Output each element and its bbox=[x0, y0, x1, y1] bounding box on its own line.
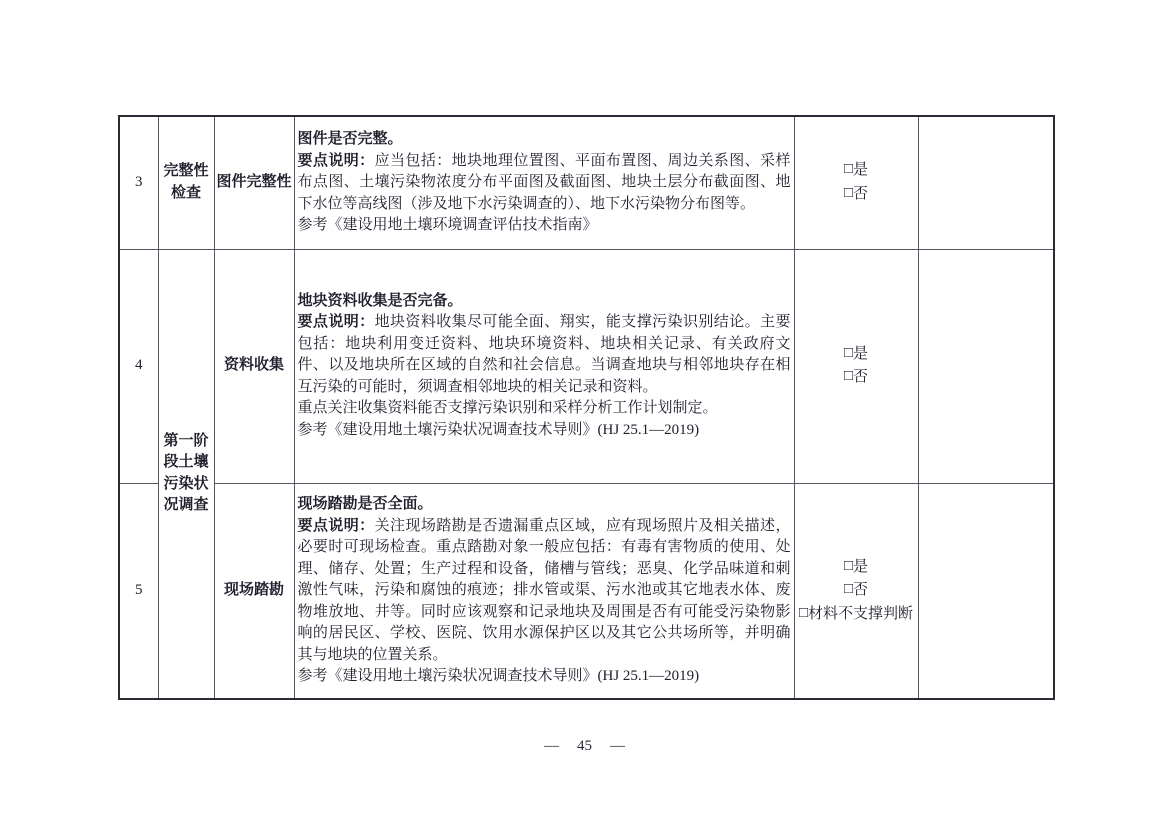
remarks-cell bbox=[918, 483, 1054, 699]
row-number-cell: 4 bbox=[119, 249, 158, 483]
row-number-cell: 3 bbox=[119, 116, 158, 249]
review-table bbox=[118, 115, 1055, 700]
option-label: 是 bbox=[853, 345, 869, 362]
checkbox-icon: □ bbox=[843, 368, 854, 384]
note-text: 重点关注收集资料能否支撑污染识别和采样分析工作计划制定。 bbox=[297, 400, 718, 417]
question-text: 图件是否完整。 bbox=[297, 131, 403, 147]
option-yes bbox=[795, 556, 918, 580]
option-label: 材料不支撑判断 bbox=[808, 605, 914, 622]
key-points-text: 地块资料收集尽可能全面、翔实，能支撑污染识别结论。主要包括：地块利用变迁资料、地块环境资料、地块相关记录、有关政府文件、以及地块所在区域的自然和社会信息。当调查地块与相邻地块存在相互污染的可能时，须调查相邻地块的相关记录和资料。 bbox=[297, 314, 791, 395]
checkbox-icon: □ bbox=[843, 581, 854, 597]
description-cell bbox=[294, 116, 794, 249]
page-footer bbox=[0, 738, 1169, 755]
key-points-label: 要点说明： bbox=[297, 314, 375, 331]
options-cell bbox=[794, 116, 918, 249]
reference-text: 参考《建设用地土壤环境调查评估技术指南》 bbox=[297, 217, 598, 233]
option-no bbox=[795, 366, 918, 390]
option-no bbox=[795, 183, 918, 207]
checkbox-icon: □ bbox=[843, 557, 854, 574]
key-points-label: 要点说明： bbox=[297, 517, 375, 534]
page-number: 45 bbox=[577, 738, 592, 754]
remarks-cell bbox=[918, 116, 1054, 249]
option-label: 否 bbox=[853, 185, 869, 202]
key-points-paragraph bbox=[298, 312, 791, 398]
table-row bbox=[119, 116, 1054, 249]
question-text: 现场踏勘是否全面。 bbox=[297, 496, 433, 512]
remarks-cell bbox=[918, 249, 1054, 483]
option-label: 否 bbox=[853, 369, 869, 385]
row-number-cell: 5 bbox=[119, 483, 158, 699]
option-label: 是 bbox=[853, 558, 869, 575]
key-points-text: 应当包括：地块地理位置图、平面布置图、周边关系图、采样布点图、土壤污染物浓度分布平面图及截面图、地块土层分布截面图、地下水位等高线图（涉及地下水污染调查的）、地下水污染物分布图等。 bbox=[297, 152, 791, 212]
key-points-label: 要点说明： bbox=[297, 152, 375, 169]
stage-category-cell: 第一阶段土壤污染状况调查 bbox=[158, 249, 214, 699]
key-points-paragraph bbox=[298, 516, 791, 667]
description-cell bbox=[294, 249, 794, 483]
item-cell: 现场踏勘 bbox=[214, 483, 294, 699]
category-cell: 完整性检查 bbox=[158, 116, 214, 249]
options-cell bbox=[794, 249, 918, 483]
item-cell: 图件完整性 bbox=[214, 116, 294, 249]
description-cell bbox=[294, 483, 794, 699]
key-points-paragraph bbox=[298, 151, 791, 216]
checkbox-icon: □ bbox=[843, 184, 854, 201]
option-yes bbox=[795, 343, 918, 367]
checkbox-icon: □ bbox=[843, 161, 854, 178]
table-row bbox=[119, 249, 1054, 483]
key-points-text: 关注现场踏勘是否遗漏重点区域，应有现场照片及相关描述，必要时可现场检查。重点踏勘对象一般应包括：有毒有害物质的使用、处理、储存、处置；生产过程和设备，储槽与管线；恶臭、化学品味道和刺激性气味，污染和腐蚀的痕迹；排水管或渠、污水池或其它地表水体、废物堆放地、井等。同时应该观察和记录地块及周围是否有可能受污染物影响的居民区、学校、医院、饮用水源保护区以及其它公共场所等，并明确其与地块的位置关系。 bbox=[297, 517, 791, 663]
question-text: 地块资料收集是否完备。 bbox=[297, 292, 463, 309]
checkbox-icon: □ bbox=[843, 344, 854, 361]
item-cell: 资料收集 bbox=[214, 249, 294, 483]
option-material-insufficient bbox=[795, 603, 918, 627]
option-yes bbox=[795, 159, 918, 183]
reference-text: 参考《建设用地土壤污染状况调查技术导则》(HJ 25.1—2019) bbox=[297, 668, 700, 684]
option-no bbox=[795, 579, 918, 603]
footer-right-dash: — bbox=[610, 738, 625, 754]
checkbox-icon: □ bbox=[798, 604, 809, 621]
footer-left-dash: — bbox=[544, 738, 559, 754]
options-cell bbox=[794, 483, 918, 699]
option-label: 是 bbox=[853, 162, 869, 179]
table-row bbox=[119, 483, 1054, 699]
option-label: 否 bbox=[853, 582, 869, 598]
reference-text: 参考《建设用地土壤污染状况调查技术导则》(HJ 25.1—2019) bbox=[297, 421, 700, 438]
